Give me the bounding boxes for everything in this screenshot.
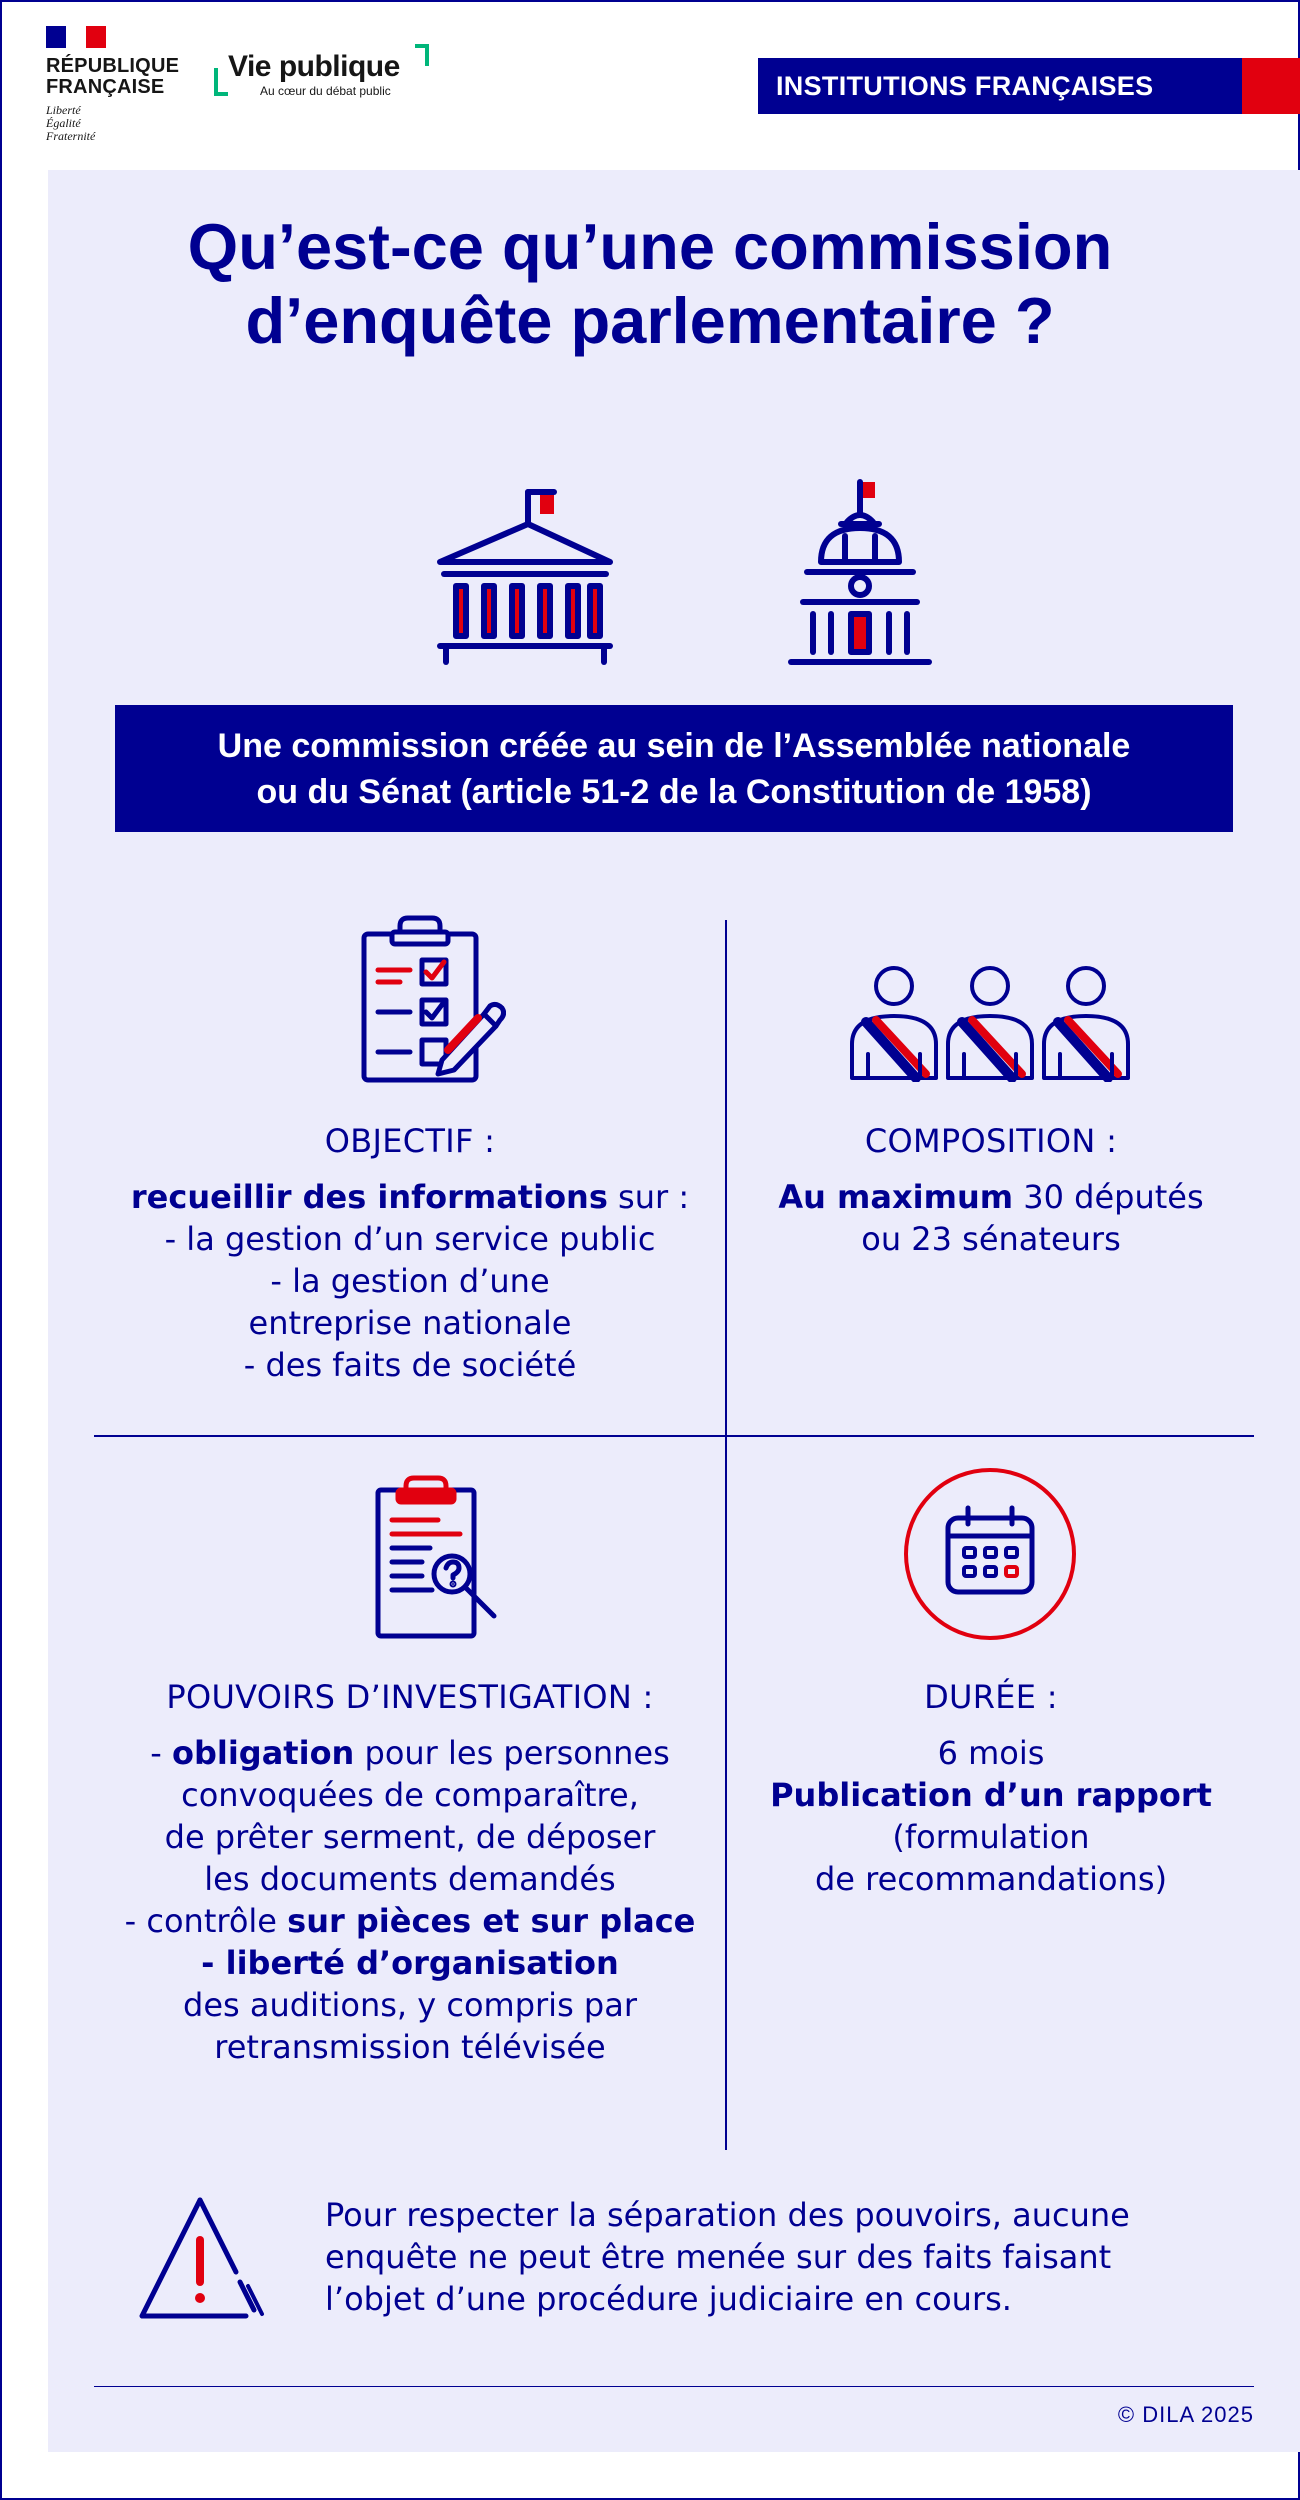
vie-publique-tagline: Au cœur du débat public <box>260 84 391 98</box>
french-flag-icon <box>46 26 106 48</box>
vie-publique-name: Vie publique <box>228 50 400 83</box>
duree-line: 6 mois <box>937 1734 1045 1772</box>
pouvoirs-line: retransmission télévisée <box>214 2028 606 2066</box>
pouvoirs-line: convoquées de comparaître, <box>181 1776 639 1814</box>
pouvoirs-line: - liberté d’organisation <box>201 1944 619 1982</box>
copyright: © DILA 2025 <box>1117 2402 1254 2427</box>
objectif-item: - la gestion d’un service public <box>164 1220 656 1258</box>
warning-text: Pour respecter la séparation des pouvoirs, aucune enquête ne peut être menée sur des faits faisant l’objet d’une procédure judiciaire en cours. <box>325 2196 1130 2318</box>
motto: Liberté Égalité Fraternité <box>46 103 96 143</box>
duree-line: (formulation <box>892 1818 1090 1856</box>
objectif-section <box>94 1120 726 1386</box>
composition-heading: COMPOSITION : <box>864 1122 1118 1160</box>
pouvoirs-line: de prêter serment, de déposer <box>164 1818 656 1856</box>
logo-corner-left <box>214 68 228 96</box>
objectif-heading: OBJECTIF : <box>324 1122 496 1160</box>
footer-divider <box>94 2386 1254 2387</box>
logo-corner-right <box>415 44 429 66</box>
vie-publique-logo <box>214 44 429 100</box>
composition-line: ou 23 sénateurs <box>861 1220 1121 1258</box>
pouvoirs-line: des auditions, y compris par <box>183 1986 637 2024</box>
duree-section <box>726 1676 1256 1900</box>
pouvoirs-line: - contrôle sur pièces et sur place <box>124 1902 696 1940</box>
warning-triangle-icon <box>136 2194 272 2324</box>
pouvoirs-section <box>94 1676 726 2068</box>
senat-dome-icon <box>785 478 935 668</box>
investigation-clipboard-icon <box>372 1474 502 1640</box>
republique-label: RÉPUBLIQUE FRANÇAISE <box>46 55 180 98</box>
objectif-intro: recueillir des informations sur : <box>130 1178 690 1216</box>
objectif-item: entreprise nationale <box>248 1304 572 1342</box>
objectif-item: - la gestion d’une <box>270 1262 550 1300</box>
horizontal-divider <box>94 1435 1254 1437</box>
composition-section <box>726 1120 1256 1260</box>
subtitle-text: Une commission créée au sein de l’Assemblée nationale ou du Sénat (article 51-2 de la Constitution de 1958) <box>217 726 1131 811</box>
duree-heading: DURÉE : <box>924 1678 1058 1716</box>
objectif-item: - des faits de société <box>243 1346 577 1384</box>
pouvoirs-heading: POUVOIRS D’INVESTIGATION : <box>166 1678 654 1716</box>
deputies-sash-icon <box>846 964 1134 1082</box>
duree-line: Publication d’un rapport <box>770 1776 1212 1814</box>
category-banner <box>758 58 1300 114</box>
composition-line: Au maximum 30 députés <box>778 1178 1204 1216</box>
page-title: Qu’est-ce qu’une commission d’enquête parlementaire ? <box>187 210 1113 357</box>
pouvoirs-line: - obligation pour les personnes <box>150 1734 670 1772</box>
republique-francaise-logo <box>46 26 196 143</box>
subtitle-box <box>115 705 1233 832</box>
category-red-block <box>1242 58 1300 114</box>
calendar-icon <box>902 1466 1078 1642</box>
category-label: INSTITUTIONS FRANÇAISES <box>758 58 1242 114</box>
duree-line: de recommandations) <box>814 1860 1168 1898</box>
checklist-clipboard-icon <box>356 914 506 1084</box>
pouvoirs-line: les documents demandés <box>204 1860 616 1898</box>
assemblee-building-icon <box>430 488 620 666</box>
